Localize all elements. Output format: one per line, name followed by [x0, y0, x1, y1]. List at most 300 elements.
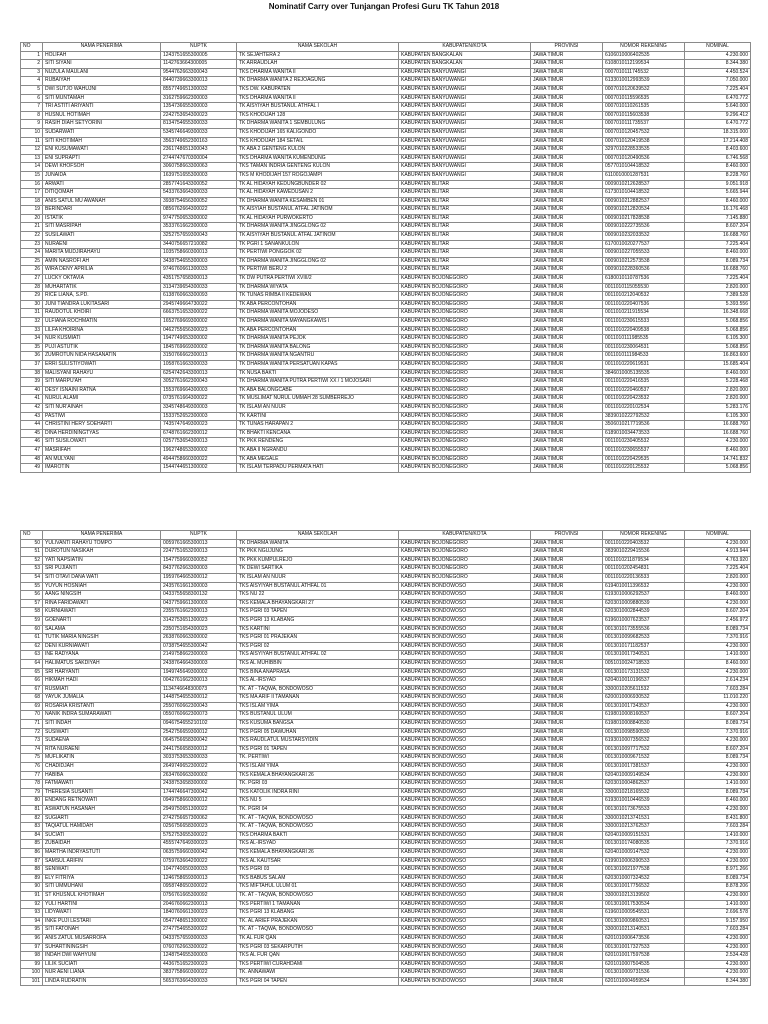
cell-nuptk: 1652769669300002: [161, 318, 237, 327]
table-row: [21, 378, 751, 387]
cell-nama-sekolah: TK DEWI SARTIKA: [237, 565, 399, 574]
cell-nominal: 5.068.856: [685, 343, 751, 352]
cell-nama-sekolah: TK SEJAHTERA 2: [237, 51, 399, 60]
cell-no: 42: [21, 403, 43, 412]
cell-nomor-rekening: 0011010220409538: [603, 326, 685, 335]
cell-nomor-rekening: 6200010006930532: [603, 694, 685, 703]
cell-nomor-rekening: 0011010220102534: [603, 403, 685, 412]
cell-nomor-rekening: 0011010230405532: [603, 438, 685, 447]
cell-nama-penerima: ZUBAIDAH: [43, 840, 161, 849]
cell-kabupaten-kota: KABUPATEN BONDOWOSO: [399, 754, 531, 763]
cell-nama-sekolah: TK. AT - TAQWA, BONDOWOSO: [237, 685, 399, 694]
table-row: [21, 369, 751, 378]
table-row: [21, 900, 751, 909]
table-row: [21, 335, 751, 344]
cell-kabupaten-kota: KABUPATEN BONDOWOSO: [399, 745, 531, 754]
cell-nominal: 8.878.206: [685, 883, 751, 892]
cell-provinsi: JAWA TIMUR: [531, 745, 603, 754]
cell-nomor-rekening: 0009010217828538: [603, 214, 685, 223]
cell-kabupaten-kota: KABUPATEN BONDOWOSO: [399, 848, 531, 857]
cell-provinsi: JAWA TIMUR: [531, 952, 603, 961]
cell-nama-penerima: IMAROTIN: [43, 464, 161, 473]
cell-nama-penerima: HUSNUL HOTIMAH: [43, 111, 161, 120]
cell-nomor-rekening: 0013010173555536: [603, 625, 685, 634]
table-row: [21, 788, 751, 797]
cell-kabupaten-kota: KABUPATEN BONDOWOSO: [399, 891, 531, 900]
cell-nama-sekolah: TK DHARMA WANITA JINGGLONG 02: [237, 257, 399, 266]
cell-nomor-rekening: 6180010110787536: [603, 275, 685, 284]
cell-nominal: 7.225.404: [685, 85, 751, 94]
table-row: [21, 891, 751, 900]
cell-no: 53: [21, 565, 43, 574]
cell-nomor-rekening: 6204010009149534: [603, 771, 685, 780]
cell-nomor-rekening: 6193010010446539: [603, 797, 685, 806]
cell-provinsi: JAWA TIMUR: [531, 556, 603, 565]
table-row: [21, 249, 751, 258]
cell-no: 14: [21, 163, 43, 172]
cell-nominal: 18.315.000: [685, 128, 751, 137]
col-header-nominal: NOMINAL: [685, 43, 751, 52]
table-row: [21, 214, 751, 223]
cell-nama-penerima: SITI MUNTAMAH: [43, 94, 161, 103]
cell-kabupaten-kota: KABUPATEN BONDOWOSO: [399, 874, 531, 883]
cell-no: 38: [21, 369, 43, 378]
cell-nominal: 8.431.800: [685, 814, 751, 823]
cell-provinsi: JAWA TIMUR: [531, 702, 603, 711]
cell-provinsi: JAWA TIMUR: [531, 840, 603, 849]
table-row: [21, 573, 751, 582]
cell-nama-sekolah: TK AISYIAH BUSTANUL ATFAL JATINOM: [237, 206, 399, 215]
cell-no: 25: [21, 257, 43, 266]
cell-nomor-rekening: 6201010007504535: [603, 960, 685, 969]
cell-nuptk: 4555747649300023: [161, 840, 237, 849]
cell-nama-sekolah: TK AL FUR QAN: [237, 934, 399, 943]
cell-nuptk: 1845769669300002: [161, 343, 237, 352]
cell-nuptk: 0946754655210102: [161, 720, 237, 729]
cell-nuptk: 1354736655300003: [161, 103, 237, 112]
cell-nomor-rekening: 6201010017597538: [603, 952, 685, 961]
cell-nomor-rekening: 0013010009671532: [603, 754, 685, 763]
cell-no: 87: [21, 857, 43, 866]
cell-no: 92: [21, 900, 43, 909]
cell-nama-penerima: SRI PUJIANTI: [43, 565, 161, 574]
cell-nominal: 4.230.000: [685, 599, 751, 608]
cell-provinsi: JAWA TIMUR: [531, 823, 603, 832]
cell-no: 94: [21, 917, 43, 926]
cell-nuptk: 0958748650300022: [161, 883, 237, 892]
cell-kabupaten-kota: KABUPATEN BONDOWOSO: [399, 694, 531, 703]
cell-provinsi: JAWA TIMUR: [531, 395, 603, 404]
cell-nama-sekolah: TKS MIFTAHUL ULUM 01: [237, 883, 399, 892]
cell-nama-penerima: YATI NAPSIATIN: [43, 556, 161, 565]
cell-nuptk: 2634760663300002: [161, 771, 237, 780]
cell-nuptk: 2350751654300023: [161, 625, 237, 634]
cell-provinsi: JAWA TIMUR: [531, 857, 603, 866]
cell-no: 47: [21, 446, 43, 455]
cell-kabupaten-kota: KABUPATEN BLITAR: [399, 189, 531, 198]
cell-no: 12: [21, 146, 43, 155]
cell-nuptk: 2247751653200013: [161, 548, 237, 557]
table-row: [21, 360, 751, 369]
cell-nama-penerima: SUCIATI: [43, 831, 161, 840]
cell-nuptk: 9747750653300002: [161, 214, 237, 223]
cell-no: 83: [21, 823, 43, 832]
cell-nama-sekolah: TK NUSA BAKTI: [237, 369, 399, 378]
cell-nama-penerima: RAUDOTUL KHOIRI: [43, 309, 161, 318]
cell-provinsi: JAWA TIMUR: [531, 137, 603, 146]
cell-nama-penerima: SITI SIYANI: [43, 60, 161, 69]
cell-kabupaten-kota: KABUPATEN BONDOWOSO: [399, 659, 531, 668]
cell-kabupaten-kota: KABUPATEN BONDOWOSO: [399, 952, 531, 961]
cell-nama-penerima: SUGIARTI: [43, 814, 161, 823]
cell-no: 52: [21, 556, 43, 565]
cell-no: 31: [21, 309, 43, 318]
cell-nama-sekolah: TK ARRAUDLAH: [237, 60, 399, 69]
cell-nama-sekolah: TK DHARMA WANITA: [237, 539, 399, 548]
cell-nama-sekolah: TK AISYIYAH BUSTANUL ATFAL JATINOM: [237, 232, 399, 241]
cell-nuptk: 0760762663300022: [161, 943, 237, 952]
cell-nominal: 8.460.000: [685, 797, 751, 806]
cell-kabupaten-kota: KABUPATEN BLITAR: [399, 257, 531, 266]
cell-nama-penerima: SITI FATONAH: [43, 926, 161, 935]
cell-kabupaten-kota: KABUPATEN BONDOWOSO: [399, 780, 531, 789]
cell-nama-penerima: SITI MARPU'AH: [43, 378, 161, 387]
cell-nuptk: 1553769664300003: [161, 386, 237, 395]
cell-nominal: 5.283.176: [685, 403, 751, 412]
cell-no: 62: [21, 642, 43, 651]
cell-nama-sekolah: TKS DHARMA WANITA KUMENDUNG: [237, 154, 399, 163]
cell-provinsi: JAWA TIMUR: [531, 642, 603, 651]
cell-nomor-rekening: 0011010220423532: [603, 395, 685, 404]
cell-nominal: 7.225.404: [685, 565, 751, 574]
cell-no: 86: [21, 848, 43, 857]
cell-no: 16: [21, 180, 43, 189]
cell-nomor-rekening: 6110010001287531: [603, 171, 685, 180]
cell-nomor-rekening: 0013010009860531: [603, 917, 685, 926]
cell-provinsi: JAWA TIMUR: [531, 831, 603, 840]
col-header-provinsi: PROVINSI: [531, 43, 603, 52]
cell-provinsi: JAWA TIMUR: [531, 85, 603, 94]
cell-nama-sekolah: TKS KUSUMA BANGSA: [237, 720, 399, 729]
table-row: [21, 763, 751, 772]
cell-nama-penerima: SITI MASRIPAH: [43, 223, 161, 232]
table-row: [21, 814, 751, 823]
table-row: [21, 754, 751, 763]
cell-nomor-rekening: 6196010009545531: [603, 909, 685, 918]
cell-provinsi: JAWA TIMUR: [531, 960, 603, 969]
cell-nomor-rekening: 3839010229415536: [603, 548, 685, 557]
cell-nominal: 16.688.760: [685, 421, 751, 430]
cell-nama-penerima: NUR AENI LIANA: [43, 969, 161, 978]
table-row: [21, 539, 751, 548]
cell-nomor-rekening: 6201010006473536: [603, 934, 685, 943]
cell-kabupaten-kota: KABUPATEN BOJONEGORO: [399, 386, 531, 395]
cell-no: 36: [21, 352, 43, 361]
cell-nomor-rekening: 6193010007356532: [603, 737, 685, 746]
cell-nominal: 4.230.000: [685, 51, 751, 60]
cell-provinsi: JAWA TIMUR: [531, 616, 603, 625]
cell-nama-penerima: THERESIA SUSANTI: [43, 788, 161, 797]
cell-nominal: 8.089.734: [685, 754, 751, 763]
cell-nama-sekolah: TK MUSLIMAT NURUL UMMAH 28 SUMBERREJO: [237, 395, 399, 404]
cell-nominal: 4.230.000: [685, 771, 751, 780]
cell-nama-sekolah: TK. AL ARIEF PRAJEKAN: [237, 917, 399, 926]
cell-nama-sekolah: TK DHARMA WANITA BALONG: [237, 343, 399, 352]
cell-nama-penerima: JUNAIDA: [43, 171, 161, 180]
cell-provinsi: JAWA TIMUR: [531, 386, 603, 395]
table-row: [21, 917, 751, 926]
table-row: [21, 163, 751, 172]
cell-provinsi: JAWA TIMUR: [531, 335, 603, 344]
cell-nuptk: 4436751652300023: [161, 960, 237, 969]
cell-nama-sekolah: TK. AT - TAQWA, BONDOWOSO: [237, 926, 399, 935]
cell-nama-penerima: RINA FARIDAWATI: [43, 599, 161, 608]
cell-provinsi: JAWA TIMUR: [531, 711, 603, 720]
table-row: [21, 659, 751, 668]
table-row: [21, 103, 751, 112]
table-row: [21, 634, 751, 643]
cell-no: 21: [21, 223, 43, 232]
cell-nominal: 4.913.944: [685, 548, 751, 557]
cell-no: 75: [21, 754, 43, 763]
cell-nominal: 8.460.000: [685, 591, 751, 600]
cell-nomor-rekening: 0009010228360536: [603, 266, 685, 275]
cell-nama-penerima: DEWI KHOFSOH: [43, 163, 161, 172]
cell-nama-penerima: LUCKY OKTAVIA: [43, 275, 161, 284]
cell-kabupaten-kota: KABUPATEN BONDOWOSO: [399, 814, 531, 823]
cell-nama-sekolah: TKS DHARMA WANITA II: [237, 94, 399, 103]
cell-nama-sekolah: TKS AL KAUTSAR: [237, 857, 399, 866]
cell-nominal: 8.089.734: [685, 720, 751, 729]
cell-nominal: 6.105.300: [685, 335, 751, 344]
col-header-provinsi: PROVINSI: [531, 531, 603, 540]
cell-nominal: 4.230.000: [685, 960, 751, 969]
cell-provinsi: JAWA TIMUR: [531, 111, 603, 120]
cell-nomor-rekening: 0013010017327533: [603, 943, 685, 952]
cell-nama-sekolah: TK ABA BALONGCABE: [237, 386, 399, 395]
cell-nomor-rekening: 6196010007623537: [603, 616, 685, 625]
cell-kabupaten-kota: KABUPATEN BONDOWOSO: [399, 651, 531, 660]
cell-nuptk: 1142763664300005: [161, 60, 237, 69]
cell-nominal: 7.370.916: [685, 840, 751, 849]
cell-nama-penerima: ST KHUSNUL KHOTIMAH: [43, 891, 161, 900]
cell-no: 18: [21, 197, 43, 206]
cell-nuptk: 0462755656300023: [161, 326, 237, 335]
cell-no: 56: [21, 591, 43, 600]
cell-nominal: 5.640.000: [685, 103, 751, 112]
cell-nomor-rekening: 3846010005135535: [603, 369, 685, 378]
cell-no: 63: [21, 651, 43, 660]
cell-no: 19: [21, 206, 43, 215]
cell-nominal: 2.456.972: [685, 616, 751, 625]
cell-no: 55: [21, 582, 43, 591]
cell-nama-sekolah: TK ABA II NGRANDU: [237, 446, 399, 455]
cell-provinsi: JAWA TIMUR: [531, 917, 603, 926]
cell-no: 101: [21, 977, 43, 986]
cell-nuptk: 2438753658300002: [161, 780, 237, 789]
cell-nama-sekolah: TKS KEMALA BHAYANGKARI 26: [237, 771, 399, 780]
cell-nama-sekolah: TKS KEMALA BHAYANGKARI 27: [237, 599, 399, 608]
col-header-no: NO: [21, 43, 43, 52]
cell-nuptk: 0059761665300013: [161, 539, 237, 548]
cell-nama-sekolah: TKS KHODIJAH 128: [237, 111, 399, 120]
table-row: [21, 171, 751, 180]
cell-nuptk: 1949745649300002: [161, 668, 237, 677]
cell-kabupaten-kota: KABUPATEN BLITAR: [399, 206, 531, 215]
cell-nominal: 14.741.832: [685, 455, 751, 464]
cell-no: 46: [21, 438, 43, 447]
table-row: [21, 403, 751, 412]
table-row: [21, 326, 751, 335]
cell-nama-penerima: LILFA KHOIRINA: [43, 326, 161, 335]
table-row: [21, 189, 751, 198]
cell-provinsi: JAWA TIMUR: [531, 694, 603, 703]
cell-nama-sekolah: TKS PGRI 04 TAPEN: [237, 977, 399, 986]
cell-nominal: 8.460.000: [685, 249, 751, 258]
table-row: [21, 266, 751, 275]
cell-nuptk: 1639751655300003: [161, 171, 237, 180]
cell-nomor-rekening: 0013010173131532: [603, 668, 685, 677]
cell-nuptk: 9544762663300043: [161, 68, 237, 77]
cell-nuptk: 1058761663300033: [161, 360, 237, 369]
cell-nama-penerima: MARTHA INDRYASTUTI: [43, 848, 161, 857]
table-row: [21, 685, 751, 694]
cell-nuptk: 2744747670300004: [161, 154, 237, 163]
table-row: [21, 651, 751, 660]
cell-nama-penerima: TRI ASTITI ARIYANTI: [43, 103, 161, 112]
cell-nomor-rekening: 6204010009147532: [603, 848, 685, 857]
cell-nomor-rekening: 0011010230655537: [603, 446, 685, 455]
cell-nama-penerima: SITI NUR'AINAH: [43, 403, 161, 412]
cell-nama-sekolah: TK ABA PERCONTOHAN: [237, 300, 399, 309]
cell-kabupaten-kota: KABUPATEN BONDOWOSO: [399, 900, 531, 909]
cell-nomor-rekening: 6106010006402535: [603, 51, 685, 60]
cell-nuptk: 1547759660300052: [161, 556, 237, 565]
cell-nuptk: 1962748653300002: [161, 446, 237, 455]
cell-nama-penerima: CHADIDJAH: [43, 763, 161, 772]
cell-provinsi: JAWA TIMUR: [531, 668, 603, 677]
cell-provinsi: JAWA TIMUR: [531, 909, 603, 918]
cell-nama-sekolah: TK DHARMA WANITA NGANTRU: [237, 352, 399, 361]
cell-kabupaten-kota: KABUPATEN BOJONEGORO: [399, 300, 531, 309]
cell-nuptk: 0756761665300092: [161, 891, 237, 900]
cell-nomor-rekening: 0009010212882537: [603, 197, 685, 206]
cell-no: 50: [21, 539, 43, 548]
cell-provinsi: JAWA TIMUR: [531, 573, 603, 582]
cell-nama-penerima: SAMSUL ARIFIN: [43, 857, 161, 866]
cell-nama-penerima: ARWATI: [43, 180, 161, 189]
cell-provinsi: JAWA TIMUR: [531, 403, 603, 412]
cell-nuptk: 1448754655300012: [161, 694, 237, 703]
cell-nama-sekolah: TK PKK NGUJUNG: [237, 548, 399, 557]
cell-nama-sekolah: TK DHARMA WANITA 2 REJOAGUNG: [237, 77, 399, 86]
cell-nominal: 8.089.734: [685, 788, 751, 797]
cell-kabupaten-kota: KABUPATEN BANYUWANGI: [399, 154, 531, 163]
cell-nama-penerima: SUDARWATI: [43, 128, 161, 137]
cell-no: 10: [21, 128, 43, 137]
cell-nama-sekolah: TK TUNAS HARAPAN 2: [237, 421, 399, 430]
cell-provinsi: JAWA TIMUR: [531, 300, 603, 309]
col-header-kabupaten-kota: KABUPATEN/KOTA: [399, 531, 531, 540]
cell-nomor-rekening: 0011010220460537: [603, 386, 685, 395]
cell-nama-penerima: HIKMAH HADI: [43, 677, 161, 686]
table-row: [21, 616, 751, 625]
cell-nominal: 4.230.000: [685, 763, 751, 772]
cell-nomor-rekening: 0011010220407536: [603, 300, 685, 309]
cell-nuptk: 1246758659300013: [161, 874, 237, 883]
cell-kabupaten-kota: KABUPATEN BONDOWOSO: [399, 642, 531, 651]
cell-kabupaten-kota: KABUPATEN BOJONEGORO: [399, 343, 531, 352]
cell-provinsi: JAWA TIMUR: [531, 685, 603, 694]
cell-no: 32: [21, 318, 43, 327]
cell-provinsi: JAWA TIMUR: [531, 874, 603, 883]
table-row: [21, 464, 751, 473]
cell-nominal: 4.230.000: [685, 934, 751, 943]
col-header-nomor-rekening: NOMOR REKENING: [603, 43, 685, 52]
cell-nomor-rekening: 0011010211879534: [603, 556, 685, 565]
table-row: [21, 111, 751, 120]
cell-nuptk: 9746760661300033: [161, 266, 237, 275]
cell-no: 74: [21, 745, 43, 754]
cell-nama-sekolah: TKS ISLAM YIMA: [237, 763, 399, 772]
cell-nominal: 8.460.000: [685, 446, 751, 455]
cell-nuptk: 2945749664730022: [161, 300, 237, 309]
cell-provinsi: JAWA TIMUR: [531, 806, 603, 815]
cell-provinsi: JAWA TIMUR: [531, 969, 603, 978]
col-header-nuptk: NUPTK: [161, 531, 237, 540]
cell-nomor-rekening: 0007010115596535: [603, 94, 685, 103]
cell-nomor-rekening: 0013010009731536: [603, 969, 685, 978]
cell-nama-sekolah: TK PKK KUMPULREJO: [237, 556, 399, 565]
table-row: [21, 694, 751, 703]
cell-kabupaten-kota: KABUPATEN BONDOWOSO: [399, 831, 531, 840]
cell-nominal: 4.230.000: [685, 857, 751, 866]
cell-provinsi: JAWA TIMUR: [531, 591, 603, 600]
cell-nomor-rekening: 0011010115055530: [603, 283, 685, 292]
table-row: [21, 556, 751, 565]
cell-nama-sekolah: TKS PERTIWI CURAHDAMI: [237, 960, 399, 969]
cell-nomor-rekening: 3297010228533535: [603, 146, 685, 155]
cell-nama-sekolah: TK AL HIDAYAH PURWOKERTO: [237, 214, 399, 223]
cell-nominal: 2.820.000: [685, 283, 751, 292]
cell-kabupaten-kota: KABUPATEN BONDOWOSO: [399, 917, 531, 926]
cell-nama-sekolah: TKS BABUS SALAM: [237, 874, 399, 883]
cell-nama-penerima: PASTIWI: [43, 412, 161, 421]
cell-nama-penerima: ULFIANA ROCHMATIN: [43, 318, 161, 327]
cell-nama-sekolah: TKS MA ARIF II TAMANAN: [237, 694, 399, 703]
cell-nuptk: 2550760662300043: [161, 702, 237, 711]
cell-no: 15: [21, 171, 43, 180]
cell-nuptk: 1947749653300002: [161, 335, 237, 344]
cell-nomor-rekening: 6189010034473533: [603, 429, 685, 438]
cell-nuptk: 1047740650300033: [161, 866, 237, 875]
table-row: [21, 848, 751, 857]
cell-nominal: 8.089.734: [685, 625, 751, 634]
cell-nominal: 7.370.916: [685, 728, 751, 737]
cell-nomor-rekening: 0013010171182537: [603, 642, 685, 651]
cell-kabupaten-kota: KABUPATEN BONDOWOSO: [399, 909, 531, 918]
cell-kabupaten-kota: KABUPATEN BOJONEGORO: [399, 403, 531, 412]
cell-nominal: 8.403.600: [685, 146, 751, 155]
cell-provinsi: JAWA TIMUR: [531, 797, 603, 806]
cell-nama-penerima: CHRISTINI HERY SOEHARTI: [43, 421, 161, 430]
table-row: [21, 797, 751, 806]
cell-provinsi: JAWA TIMUR: [531, 464, 603, 473]
cell-kabupaten-kota: KABUPATEN BOJONEGORO: [399, 292, 531, 301]
cell-provinsi: JAWA TIMUR: [531, 720, 603, 729]
cell-kabupaten-kota: KABUPATEN BONDOWOSO: [399, 608, 531, 617]
cell-nuptk: 0856762664300022: [161, 206, 237, 215]
